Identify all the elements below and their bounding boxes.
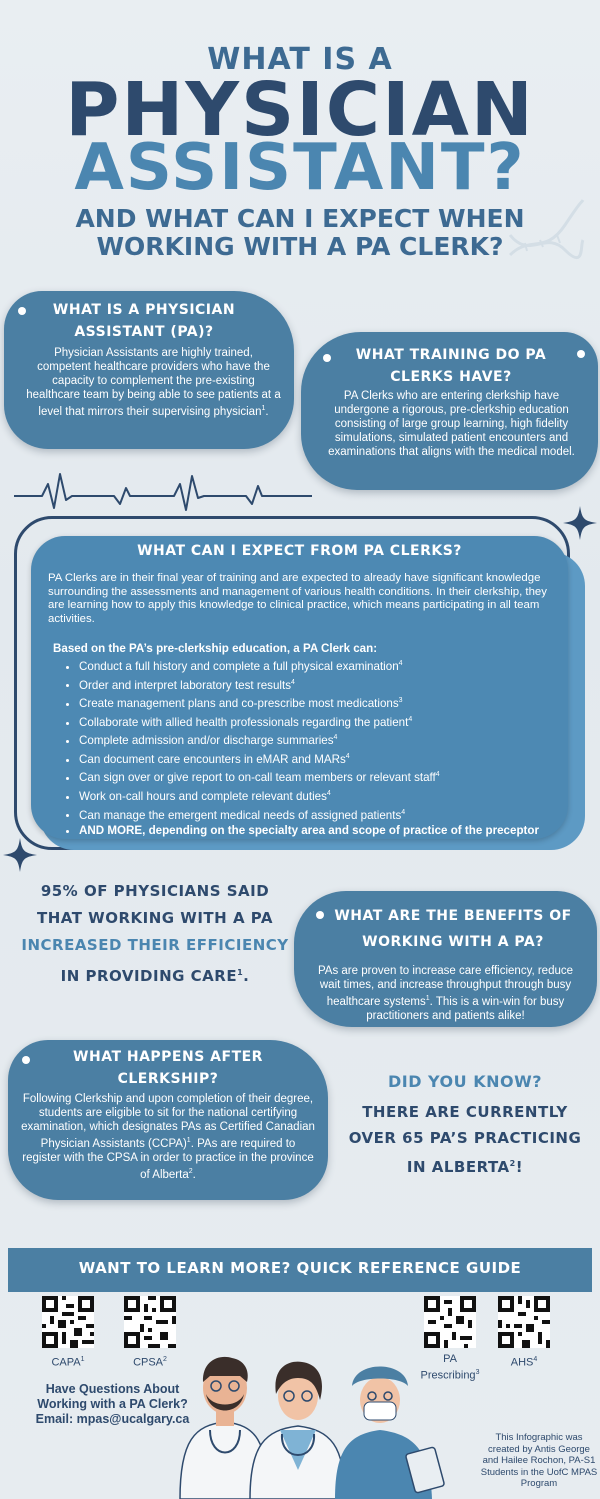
title-line-2: PHYSICIAN (65, 67, 535, 153)
what-is-pa-card (4, 291, 294, 449)
list-item: • Conduct a full history and complete a full physical examination$^4$ (79, 656, 574, 675)
learn-more-heading: WANT TO LEARN MORE? QUICK REFERENCE GUIDE (78, 1259, 522, 1277)
what-is-pa-heading: WHAT IS A PHYSICIAN ASSISTANT (PA)? (52, 302, 236, 340)
qr-code-ahs[interactable] (498, 1296, 550, 1348)
sparkle-star-icon (563, 506, 597, 540)
bullet-dot-icon (18, 307, 26, 315)
list-item: • Can sign over or give report to on-call team members or relevant staff$^4$ (79, 767, 574, 786)
list-item: • Complete admission and/or discharge summaries$^4$ (79, 730, 574, 749)
list-item: • Collaborate with allied health professionals regarding the patient$^4$ (79, 712, 574, 731)
qr-code-capa[interactable] (42, 1296, 94, 1348)
list-item: • Can manage the emergent medical needs of assigned patients$^4$ (79, 805, 574, 824)
expect-section (31, 536, 568, 839)
after-clerkship-heading: WHAT HAPPENS AFTER CLERKSHIP? (73, 1049, 263, 1087)
qr-label-ahs: AHS$^4$ (510, 1356, 538, 1369)
list-item: • Work on-call hours and complete relevant duties$^4$ (79, 786, 574, 805)
list-item: • Can document care encounters in eMAR and MARs$^4$ (79, 749, 574, 768)
list-item: • Order and interpret laboratory test results$^4$ (79, 675, 574, 694)
efficiency-stat: 95% OF PHYSICIANS SAID THAT WORKING WITH A PA INCREASED THEIR EFFICIENCY IN PROVIDING CARE$^1$. (21, 882, 289, 985)
benefits-text: PAs are proven to increase care efficiency, reduce wait times, and increase throughput through busy healthcare systems$^1$. This is a win-win for busy practitioners and patients alike! (317, 965, 574, 1022)
abilities-list (61, 656, 574, 839)
after-clerkship-card (8, 1040, 328, 1200)
benefits-card (294, 891, 597, 1027)
training-text: PA Clerks who are entering clerkship have undergone a rigorous, pre-clerkship education consisting of large group learning, high fidelity simulations, simulated patient encounters and examinations that aligns with the medical model. (328, 390, 575, 458)
heartbeat-line-icon (14, 470, 314, 520)
after-clerkship-text: Following Clerkship and upon completion of their degree, students are eligible to sit for the national certifying examination, which designates PAs as Certified Canadian Physician Assistants (CCPA)$^1$. PAs are required to register with the CPSA in order to practice in the province of Alberta$^2$. (21, 1093, 315, 1181)
qr-label-cpsa: CPSA$^2$ (133, 1356, 167, 1369)
title-line-3: ASSISTANT? (74, 131, 526, 205)
did-you-know-heading: DID YOU KNOW? (387, 1072, 543, 1091)
contact-text: Have Questions About Working with a PA Clerk? Email: mpas@ucalgary.ca (35, 1382, 190, 1426)
expect-heading: WHAT CAN I EXPECT FROM PA CLERKS? (137, 543, 462, 559)
expect-lead: Based on the PA’s pre-clerkship education, a PA Clerk can: (53, 642, 378, 655)
title-line-1: WHAT IS A (207, 42, 393, 77)
expect-intro: PA Clerks are in their final year of training and are expected to already have significant knowledge surrounding the assessments and management of various health conditions. In their clerkship, they are learning how to apply this knowledge to clinical practice, which means participating in all team activities. (48, 572, 547, 625)
list-item: • AND MORE, depending on the specialty area and scope of practice of the preceptor (79, 823, 574, 839)
what-is-pa-text: Physician Assistants are highly trained, competent healthcare providers who have the capacity to complement the pre-existing healthcare team by being able to see patients at a level that mirrors their supervising physician$^1$. (26, 347, 281, 418)
list-item: • Create management plans and co-prescribe most medications$^3$ (79, 693, 574, 712)
credits-text: This Infographic was created by Antis George and Hailee Rochon, PA-S1 Students in the UofC MPAS Program (480, 1432, 598, 1489)
bullet-dot-icon (577, 350, 585, 358)
training-heading: WHAT TRAINING DO PA CLERKS HAVE? (355, 347, 547, 385)
dna-helix-icon (505, 195, 585, 265)
qr-label-capa: CAPA$^1$ (51, 1356, 85, 1369)
did-you-know-text: THERE ARE CURRENTLY OVER 65 PA’S PRACTICING IN ALBERTA$^2$! (348, 1103, 582, 1176)
benefits-heading: WHAT ARE THE BENEFITS OF WORKING WITH A PA? (334, 908, 572, 950)
bullet-dot-icon (22, 1056, 30, 1064)
training-card (301, 332, 598, 490)
page-subtitle: AND WHAT CAN I EXPECT WHEN WORKING WITH A PA CLERK? (75, 204, 525, 261)
qr-code-icon (498, 1296, 550, 1348)
qr-label-pa-prescribing: PA Prescribing$^3$ (420, 1353, 480, 1382)
qr-code-icon (42, 1296, 94, 1348)
bullet-dot-icon (323, 354, 331, 362)
